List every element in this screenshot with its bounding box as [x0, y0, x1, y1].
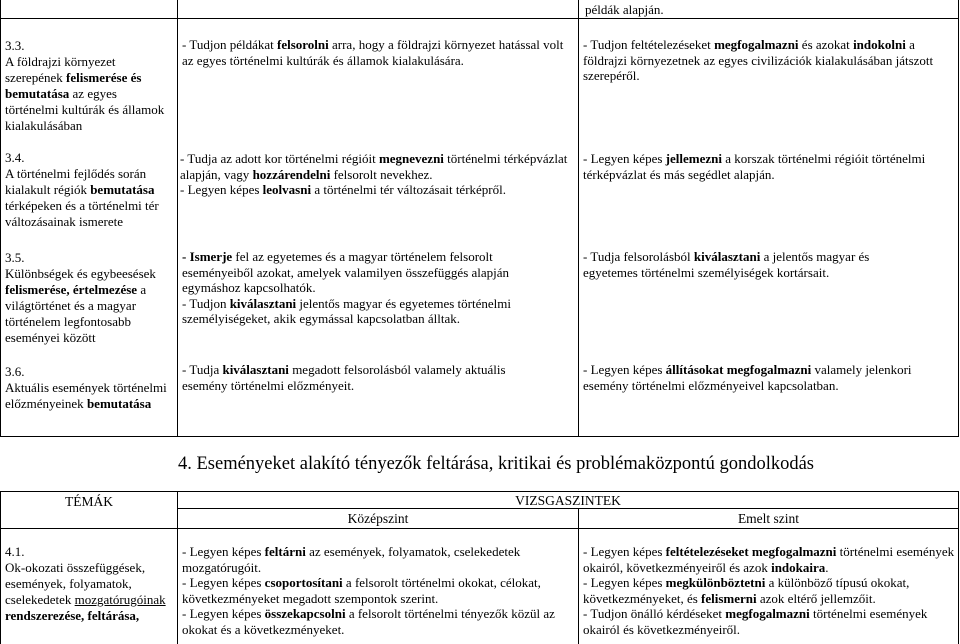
text-run: történelmi események okairól és következményeiről. — [583, 606, 928, 637]
text-run: . — [825, 559, 829, 575]
topic-text — [5, 380, 173, 412]
topic-4-1 — [5, 544, 173, 624]
mid-3-4 — [180, 151, 572, 198]
text-run: jelentős magyar és egyetemes történelmi személyiségeket, akik egymással kapcsolatban álltak. — [182, 295, 511, 326]
bottom-table-border-right — [958, 491, 959, 644]
text-run: fel az egyetemes és a magyar történelem felsorolt eseményeiből azokat, amelyek valamilyen összefüggés alapján egymáshoz kapcsolhatók. — [182, 249, 510, 295]
bold-term: összekapcsolni — [264, 606, 346, 621]
text-run: - Legyen képes — [583, 544, 666, 559]
mid-3-5 — [182, 249, 554, 327]
requirement-item — [182, 296, 554, 327]
text-run: - Tudja felsorolásból — [583, 249, 694, 264]
high-3-3 — [583, 37, 955, 84]
high-3-5 — [583, 249, 913, 280]
bold-term: megkülönböztetni — [665, 575, 766, 590]
text-run: megadott felsorolásból valamely aktuális esemény történelmi előzményeit. — [182, 362, 506, 393]
requirement-item — [180, 151, 572, 182]
text-run: - Tudja az adott kor történelmi régióit — [180, 151, 379, 166]
topic-text — [5, 266, 173, 346]
topic-3-5 — [5, 250, 173, 346]
topic-number: 3.5. — [5, 250, 25, 265]
requirement-item — [182, 544, 572, 575]
mid-3-3 — [182, 37, 572, 68]
text-run: és azokat — [798, 37, 854, 52]
high-3-6 — [583, 362, 955, 393]
text-run: - Legyen képes — [182, 606, 265, 621]
requirement-item — [182, 575, 572, 606]
bold-term: bemutatása — [86, 396, 152, 411]
bold-term: kiválasztani — [229, 295, 297, 311]
text-run: történelmi térképvázlat alapján, vagy — [180, 151, 568, 182]
bottom-table-divider-2 — [578, 508, 579, 644]
topic-number: 3.3. — [5, 38, 25, 53]
high-3-4 — [583, 151, 955, 182]
requirement-item — [583, 249, 913, 280]
topic-text — [5, 560, 173, 624]
text-run: A földrajzi környezet szerepének — [5, 54, 116, 85]
bold-term: leolvasni — [262, 182, 312, 197]
bold-term: feltételezéseket megfogalmazni — [665, 544, 837, 559]
bold-term: felismerése, értelmezése — [5, 282, 138, 297]
text-run: Ok-okozati összefüggések, események, folyamatok, cselekedetek — [5, 560, 146, 607]
text-run: - Tudjon példákat — [182, 37, 277, 52]
bold-term: hozzárendelni — [252, 166, 331, 182]
bold-term: jellemezni — [665, 151, 722, 166]
high-4-1 — [583, 544, 955, 637]
bottom-table-top-rule — [0, 491, 959, 492]
level-mid-header: Középszint — [347, 511, 409, 526]
top-table-divider-1 — [177, 0, 178, 437]
bold-term: felsorolni — [276, 37, 329, 52]
requirement-item — [182, 606, 572, 637]
text-run: valamely jelenkori esemény történelmi előzményeivel kapcsolatban. — [583, 362, 912, 393]
text-run: az események, folyamatok, cselekedetek mozgatórugóit. — [182, 544, 521, 575]
bold-term: kiválasztani — [693, 249, 761, 264]
text-run: - Legyen képes — [182, 544, 265, 559]
text-run: - Tudjon önálló kérdéseket — [583, 606, 726, 621]
bottom-table-header-rule — [0, 528, 959, 529]
topics-header: TÉMÁK — [65, 494, 113, 509]
top-table-divider-2 — [578, 0, 579, 437]
text-run: - Legyen képes — [583, 151, 666, 166]
topic-3-6 — [5, 364, 173, 412]
top-table-border-right — [958, 0, 959, 437]
text-run: a felsorolt történelmi tényezők közül az okokat és a következményeket. — [182, 606, 555, 637]
bold-term: megfogalmazni — [714, 37, 799, 52]
bold-term: bemutatása — [90, 182, 155, 197]
text-run: - Legyen képes — [182, 575, 265, 590]
requirement-item — [583, 362, 955, 393]
bold-term: - Ismerje — [182, 249, 233, 264]
text-run: - Legyen képes — [583, 575, 666, 590]
text-run: az egyes történelmi kultúrák és államok kialakulásában — [5, 86, 165, 133]
topic-text — [5, 54, 173, 134]
requirement-item — [583, 575, 955, 606]
section-heading: 4. Eseményeket alakító tényezők feltárása, kritikai és problémaközpontú gondolkodás — [178, 454, 814, 474]
top-table-border-left — [0, 0, 1, 437]
text-run: a felsorolt történelmi okokat, célokat, következményeket megadott szempontok szerint. — [182, 575, 541, 606]
text-run: felsorolt nevekhez. — [330, 166, 433, 182]
bold-term: kiválasztani — [222, 362, 289, 377]
bold-term: állításokat megfogalmazni — [665, 362, 812, 377]
text-run: a korszak történelmi régióit történelmi térképvázlat és más segédlet alapján. — [583, 151, 926, 182]
requirement-item — [180, 182, 572, 198]
bold-term: feltárni — [264, 544, 306, 559]
bold-term: felismerése és bemutatása — [5, 70, 142, 101]
bold-term: csoportosítani — [264, 575, 343, 590]
requirement-item — [583, 37, 955, 84]
text-run: A történelmi fejlődés során kialakult régiók — [5, 166, 147, 197]
text-run: Különbségek és egybeesések — [5, 266, 156, 281]
text-run: - Legyen képes — [180, 182, 263, 197]
text-run: Aktuális események történelmi előzményeinek — [5, 380, 167, 411]
requirement-item — [583, 544, 955, 575]
requirement-item — [583, 151, 955, 182]
bottom-table-border-left — [0, 491, 1, 644]
requirement-item — [583, 606, 955, 637]
text-run: - Tudjon — [182, 295, 230, 311]
level-high-header: Emelt szint — [737, 511, 800, 526]
bold-term: rendszerezése, feltárása, — [5, 608, 140, 623]
mid-4-1 — [182, 544, 572, 637]
text-run: a történelmi tér változásait térképről. — [311, 182, 506, 197]
bold-term: megnevezni — [378, 151, 444, 166]
bold-term: felismerni — [701, 590, 757, 606]
top-table-bottom-rule — [0, 436, 959, 437]
underlined-term: mozgatórugóinak — [74, 592, 166, 607]
bold-term: megfogalmazni — [725, 606, 810, 621]
text-run: arra, hogy a földrajzi környezet hatással volt az egyes történelmi kultúrák és államok kialakulására. — [182, 37, 564, 68]
text-run: a világtörténet és a magyar történelem legfontosabb eseményei között — [5, 282, 147, 345]
text-run: azok eltérő jellemzőit. — [756, 590, 876, 606]
requirement-item — [182, 249, 554, 296]
text-run: - Legyen képes — [583, 362, 666, 377]
topic-number: 4.1. — [5, 544, 25, 559]
text-run: történelmi események okairól, következményeiről és azok — [583, 544, 955, 575]
bold-term: indokolni — [853, 37, 906, 52]
topic-3-3 — [5, 38, 173, 134]
exam-levels-header: VIZSGASZINTEK — [515, 493, 621, 508]
topic-text — [5, 166, 173, 230]
text-run: - Tudjon feltételezéseket — [583, 37, 715, 52]
requirement-item — [182, 37, 572, 68]
text-run: - Tudja — [182, 362, 223, 377]
requirement-item — [182, 362, 554, 393]
mid-3-6 — [182, 362, 554, 393]
topic-3-4 — [5, 150, 173, 230]
text-run: a különböző típusú okokat, következményeket, és — [583, 575, 910, 606]
text-run: térképeken és a történelmi tér változásainak ismerete — [5, 198, 159, 229]
topic-number: 3.6. — [5, 364, 25, 379]
top-table-header-rule — [0, 18, 959, 19]
header-fragment: példák alapján. — [585, 2, 664, 17]
text-run: a jelentős magyar és egyetemes történelmi személyiségek kortársait. — [583, 249, 870, 280]
text-run: a földrajzi környezetnek az egyes civilizációk kialakulásában játszott szerepéről. — [583, 37, 934, 83]
bold-term: indokaira — [771, 559, 826, 575]
topic-number: 3.4. — [5, 150, 25, 165]
